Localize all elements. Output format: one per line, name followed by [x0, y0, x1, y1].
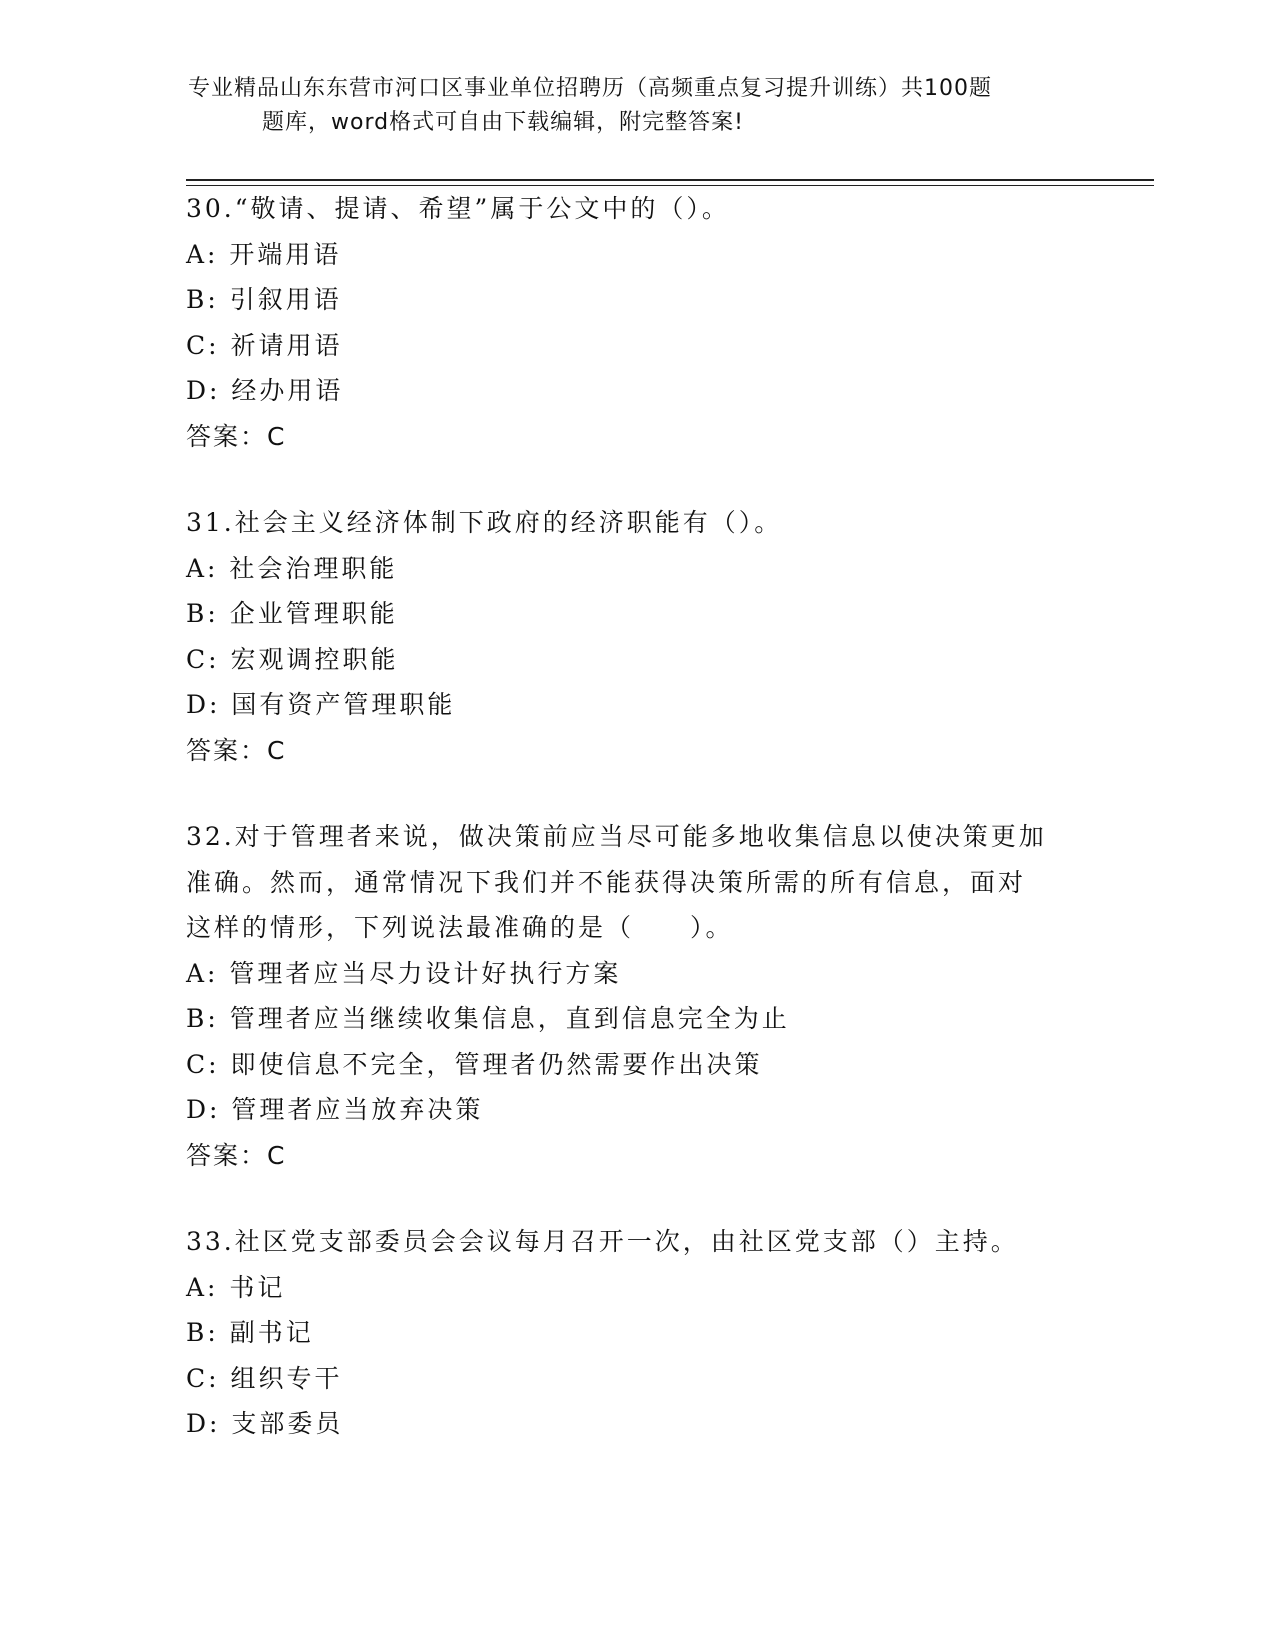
question-stem: 31.社会主义经济体制下政府的经济职能有（）。	[186, 508, 783, 537]
option-d: D: 支部委员	[186, 1409, 344, 1438]
option-d: D: 管理者应当放弃决策	[186, 1095, 484, 1124]
question-30	[186, 186, 1086, 459]
option-b: B: 副书记	[186, 1318, 314, 1347]
option-a: A: 社会治理职能	[186, 553, 398, 583]
question-31	[186, 500, 1086, 773]
header-divider-thick	[186, 179, 1154, 181]
option-a: A: 书记	[186, 1272, 286, 1302]
question-32	[186, 814, 1086, 1178]
option-c: C: 即使信息不完全，管理者仍然需要作出决策	[186, 1049, 763, 1079]
question-33	[186, 1219, 1086, 1447]
option-b: B: 企业管理职能	[186, 599, 398, 628]
option-d: D: 经办用语	[186, 376, 344, 405]
question-list	[186, 186, 1086, 1488]
answer-line: 答案：C	[186, 735, 287, 765]
answer-line: 答案：C	[186, 1140, 287, 1170]
document-header	[188, 72, 1068, 140]
question-stem-line-3: 这样的情形，下列说法最准确的是（ ）。	[186, 913, 734, 942]
question-stem: 30.“敬请、提请、希望”属于公文中的（）。	[186, 194, 730, 223]
option-a: A: 管理者应当尽力设计好执行方案	[186, 958, 622, 988]
header-title-line-1: 专业精品山东东营市河口区事业单位招聘历（高频重点复习提升训练）共100题	[188, 76, 992, 101]
option-c: C: 宏观调控职能	[186, 644, 399, 674]
answer-line: 答案：C	[186, 421, 287, 451]
option-c: C: 祈请用语	[186, 330, 343, 360]
option-c: C: 组织专干	[186, 1363, 343, 1393]
option-b: B: 引叙用语	[186, 285, 342, 314]
option-b: B: 管理者应当继续收集信息，直到信息完全为止	[186, 1004, 790, 1033]
option-d: D: 国有资产管理职能	[186, 690, 456, 719]
option-a: A: 开端用语	[186, 239, 342, 269]
header-title-line-2: 题库，word格式可自由下载编辑，附完整答案!	[262, 110, 744, 135]
question-stem-line-2: 准确。然而，通常情况下我们并不能获得决策所需的所有信息，面对	[186, 867, 1027, 897]
question-stem: 33.社区党支部委员会会议每月召开一次，由社区党支部（）主持。	[186, 1227, 1019, 1256]
question-stem-line-1: 32.对于管理者来说，做决策前应当尽可能多地收集信息以使决策更加	[186, 822, 1047, 851]
